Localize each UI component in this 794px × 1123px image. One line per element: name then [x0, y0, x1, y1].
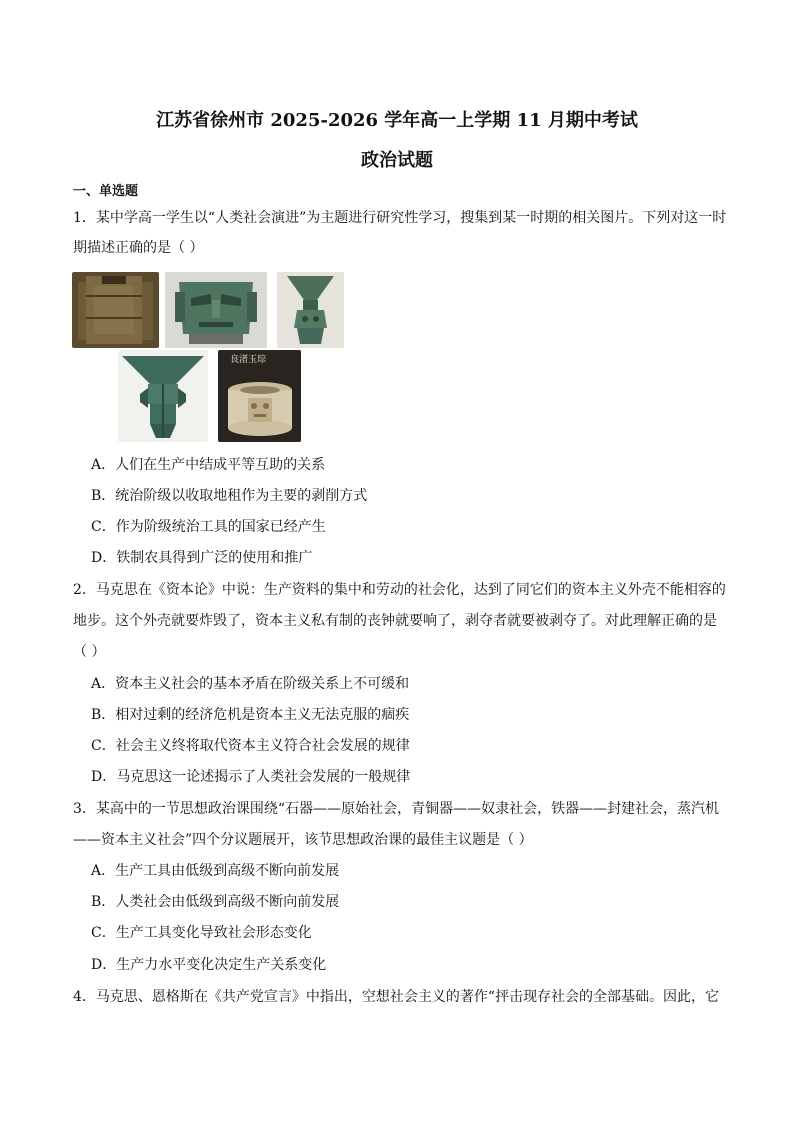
q1-option-c[interactable]: C．作为阶级统治工具的国家已经产生 [91, 519, 326, 535]
liangzhu-jade-cong-photo [218, 350, 301, 442]
q1-stem-line-1: 1．某中学高一学生以“人类社会演进”为主题进行研究性学习，搜集到某一时期的相关图片。下列对这一时 [73, 210, 727, 226]
q2-option-d[interactable]: D．马克思这一论述揭示了人类社会发展的一般规律 [91, 769, 411, 785]
image-caption-text: 良渚玉琮 [230, 355, 267, 365]
exam-title: 江苏省徐州市 2025-2026 学年高一上学期 11 月期中考试 [156, 110, 638, 131]
q1-option-d[interactable]: D．铁制农具得到广泛的使用和推广 [91, 550, 313, 566]
q2-stem-line-1: 2．马克思在《资本论》中说：生产资料的集中和劳动的社会化，达到了同它们的资本主义外壳不能相容的 [73, 582, 726, 598]
q1-option-a[interactable]: A．人们在生产中结成平等互助的关系 [91, 457, 326, 473]
bronze-zun-vessel-photo [277, 272, 344, 348]
bronze-mask-photo [165, 272, 267, 348]
q4-stem-line-1: 4．马克思、恩格斯在《共产党宣言》中指出，空想社会主义的著作“抨击现存社会的全部基础。因此，它 [73, 989, 720, 1005]
q1-option-b[interactable]: B．统治阶级以收取地租作为主要的剥削方式 [91, 488, 368, 504]
q2-option-a[interactable]: A．资本主义社会的基本矛盾在阶级关系上不可缓和 [91, 676, 410, 692]
q1-stem-line-2: 期描述正确的是（ ） [73, 240, 204, 256]
q3-option-b[interactable]: B．人类社会由低级到高级不断向前发展 [91, 894, 340, 910]
q2-option-b[interactable]: B．相对过剩的经济危机是资本主义无法克服的痼疾 [91, 707, 410, 723]
q3-option-d[interactable]: D．生产力水平变化决定生产关系变化 [91, 957, 327, 973]
bronze-wine-vessel-photo [118, 350, 208, 442]
q2-stem-line-3: （ ） [73, 644, 106, 660]
q3-option-a[interactable]: A．生产工具由低级到高级不断向前发展 [91, 863, 340, 879]
q2-option-c[interactable]: C．社会主义终将取代资本主义符合社会发展的规律 [91, 738, 410, 754]
q2-stem-line-2: 地步。这个外壳就要炸毁了，资本主义私有制的丧钟就要响了，剥夺者就要被剥夺了。对此理解正确的是 [73, 613, 717, 629]
exam-subtitle: 政治试题 [361, 150, 433, 171]
jade-cong-photo [72, 272, 159, 348]
q3-stem-line-1: 3．某高中的一节思想政治课围绕“石器——原始社会，青铜器——奴隶社会，铁器——封建社会，蒸汽机 [73, 801, 720, 817]
q3-stem-line-2: ——资本主义社会”四个分议题展开，该节思想政治课的最佳主议题是（ ） [73, 832, 533, 848]
q3-option-c[interactable]: C．生产工具变化导致社会形态变化 [91, 925, 312, 941]
section-heading: 一、单选题 [73, 184, 139, 199]
